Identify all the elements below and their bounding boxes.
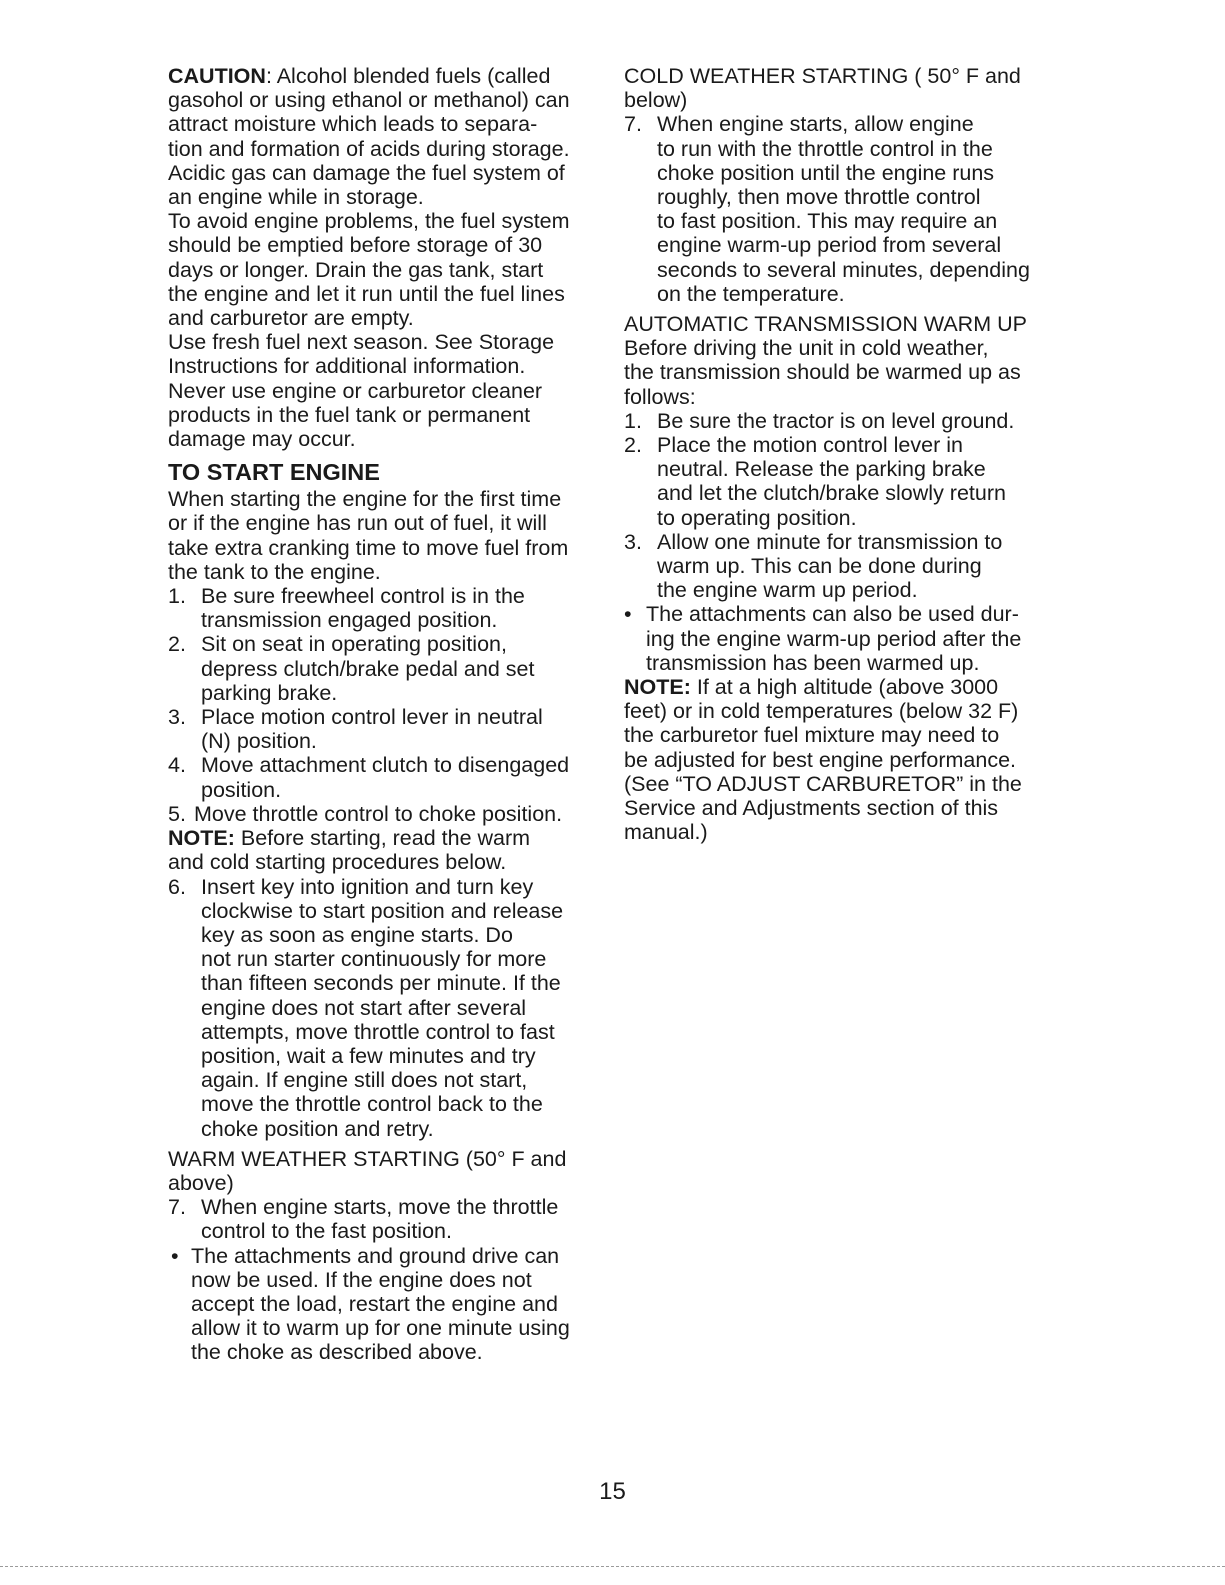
caution-line: Acidic gas can damage the fuel system of bbox=[168, 160, 565, 185]
subheading-line: AUTOMATIC TRANSMISSION WARM UP bbox=[624, 312, 1027, 337]
caution-line: should be emptied before storage of 30 bbox=[168, 233, 543, 258]
caution-line: attract moisture which leads to separa- bbox=[168, 112, 538, 137]
step-line: neutral. Release the parking brake bbox=[657, 457, 986, 482]
bullet: • bbox=[624, 602, 632, 627]
bullet-line: transmission has been warmed up. bbox=[646, 650, 980, 675]
list-item bbox=[168, 802, 600, 826]
left-column bbox=[168, 64, 600, 1365]
step-line: transmission engaged position. bbox=[201, 608, 498, 633]
step-line: Place motion control lever in neutral bbox=[201, 705, 543, 730]
step-line: Sit on seat in operating position, bbox=[201, 632, 507, 657]
step-number: 3. bbox=[168, 705, 186, 730]
intro-line: take extra cranking time to move fuel from bbox=[168, 535, 569, 560]
list-item bbox=[168, 753, 600, 801]
caution-line: the engine and let it run until the fuel lines bbox=[168, 281, 565, 306]
caution-line: an engine while in storage. bbox=[168, 185, 424, 210]
step-number: 2. bbox=[168, 632, 186, 657]
list-item bbox=[168, 632, 600, 705]
bullet: • bbox=[171, 1243, 179, 1268]
intro-line: the tank to the engine. bbox=[168, 559, 381, 584]
intro-line: or if the engine has run out of fuel, it will bbox=[168, 511, 547, 536]
caution-line: Instructions for additional information. bbox=[168, 354, 526, 379]
intro-line: the transmission should be warmed up as bbox=[624, 360, 1021, 385]
step-number: 1. bbox=[168, 584, 186, 609]
note-line: (See “TO ADJUST CARBURETOR” in the bbox=[624, 771, 1022, 796]
bullet-line: accept the load, restart the engine and bbox=[191, 1291, 558, 1316]
intro-line: follows: bbox=[624, 384, 696, 409]
intro-line: Before driving the unit in cold weather, bbox=[624, 336, 989, 361]
step-line: to fast position. This may require an bbox=[657, 209, 998, 234]
note-label: NOTE: bbox=[168, 826, 235, 851]
caution-line: Use fresh fuel next season. See Storage bbox=[168, 330, 555, 355]
page-number: 15 bbox=[599, 1478, 626, 1505]
step-line: control to the fast position. bbox=[201, 1219, 452, 1244]
intro-line: When starting the engine for the first time bbox=[168, 487, 562, 512]
bullet-line: ing the engine warm-up period after the bbox=[646, 626, 1022, 651]
step-line: engine does not start after several bbox=[201, 995, 527, 1020]
list-item bbox=[624, 530, 1054, 603]
step-line: When engine starts, move the throttle bbox=[201, 1195, 559, 1220]
note-line: NOTE: Before starting, read the warm bbox=[168, 826, 531, 851]
step-line: clockwise to start position and release bbox=[201, 898, 564, 923]
step-line: position. bbox=[201, 777, 282, 802]
step-line: depress clutch/brake pedal and set bbox=[201, 656, 535, 681]
bullet-line: The attachments can also be used dur- bbox=[646, 602, 1019, 627]
bullet-line: now be used. If the engine does not bbox=[191, 1267, 532, 1292]
step-line: Move attachment clutch to disengaged bbox=[201, 753, 570, 778]
list-item bbox=[624, 112, 1054, 306]
step-line: on the temperature. bbox=[657, 281, 845, 306]
caution-line: days or longer. Drain the gas tank, start bbox=[168, 257, 544, 282]
step-line: Be sure freewheel control is in the bbox=[201, 584, 525, 609]
list-item bbox=[624, 409, 1054, 433]
step-line: engine warm-up period from several bbox=[657, 233, 1002, 258]
step-line: again. If engine still does not start, bbox=[201, 1068, 528, 1093]
step-number: 5. bbox=[168, 801, 186, 826]
step-line: Place the motion control lever in bbox=[657, 433, 963, 458]
bullet-line: allow it to warm up for one minute using bbox=[191, 1316, 570, 1341]
bullet-line: The attachments and ground drive can bbox=[191, 1243, 560, 1268]
caution-label: CAUTION bbox=[168, 64, 266, 88]
list-item bbox=[168, 1195, 600, 1243]
right-column bbox=[624, 64, 1054, 845]
step-line: roughly, then move throttle control bbox=[657, 185, 981, 210]
step-line: (N) position. bbox=[201, 729, 317, 754]
step-line: the engine warm up period. bbox=[657, 578, 918, 603]
bottom-rule bbox=[0, 1566, 1225, 1567]
caution-line: damage may occur. bbox=[168, 427, 356, 452]
list-item bbox=[168, 584, 600, 632]
step-line: seconds to several minutes, depending bbox=[657, 257, 1030, 282]
subheading-line: above) bbox=[168, 1170, 234, 1195]
step-line: position, wait a few minutes and try bbox=[201, 1043, 536, 1068]
step-number: 6. bbox=[168, 874, 186, 899]
step-line: to run with the throttle control in the bbox=[657, 136, 993, 161]
subheading-line: COLD WEATHER STARTING ( 50° F and bbox=[624, 64, 1021, 88]
note-line: be adjusted for best engine performance. bbox=[624, 747, 1017, 772]
step-line: choke position until the engine runs bbox=[657, 160, 995, 185]
step-number: 2. bbox=[624, 433, 642, 458]
step-line: When engine starts, allow engine bbox=[657, 112, 974, 137]
note-line: and cold starting procedures below. bbox=[168, 850, 507, 875]
caution-line: CAUTION: Alcohol blended fuels (called bbox=[168, 64, 551, 88]
list-item bbox=[168, 705, 600, 753]
note-line: the carburetor fuel mixture may need to bbox=[624, 723, 1000, 748]
step-line: than fifteen seconds per minute. If the bbox=[201, 971, 561, 996]
step-line: move the throttle control back to the bbox=[201, 1092, 543, 1117]
step-line: not run starter continuously for more bbox=[201, 947, 547, 972]
step-line: choke position and retry. bbox=[201, 1116, 434, 1141]
caution-line: and carburetor are empty. bbox=[168, 306, 414, 331]
step-line: key as soon as engine starts. Do bbox=[201, 922, 513, 947]
subheading-line: below) bbox=[624, 88, 688, 113]
section-heading: TO START ENGINE bbox=[168, 459, 380, 486]
note-line: feet) or in cold temperatures (below 32 F) bbox=[624, 699, 1019, 724]
step-line: attempts, move throttle control to fast bbox=[201, 1019, 555, 1044]
note-line: manual.) bbox=[624, 820, 708, 845]
step-number: 7. bbox=[624, 112, 642, 137]
bullet-line: the choke as described above. bbox=[191, 1340, 483, 1365]
step-number: 3. bbox=[624, 529, 642, 554]
step-line: Insert key into ignition and turn key bbox=[201, 874, 534, 899]
caution-line: To avoid engine problems, the fuel system bbox=[168, 209, 570, 234]
list-item bbox=[168, 875, 600, 1141]
step-number: 1. bbox=[624, 408, 642, 433]
caution-line: products in the fuel tank or permanent bbox=[168, 402, 531, 427]
note-line: NOTE: If at a high altitude (above 3000 bbox=[624, 675, 999, 700]
list-item bbox=[624, 433, 1054, 530]
step-line: to operating position. bbox=[657, 505, 857, 530]
step-line: Move throttle control to choke position. bbox=[194, 801, 563, 826]
step-number: 7. bbox=[168, 1195, 186, 1220]
step-line: Allow one minute for transmission to bbox=[657, 529, 1003, 554]
caution-line: Never use engine or carburetor cleaner bbox=[168, 378, 543, 403]
step-line: warm up. This can be done during bbox=[657, 554, 982, 579]
step-number: 4. bbox=[168, 753, 186, 778]
list-item bbox=[168, 1244, 600, 1365]
step-line: parking brake. bbox=[201, 680, 338, 705]
list-item bbox=[624, 602, 1054, 675]
step-line: and let the clutch/brake slowly return bbox=[657, 481, 1006, 506]
note-label: NOTE: bbox=[624, 675, 691, 700]
note-line: Service and Adjustments section of this bbox=[624, 796, 999, 821]
subheading-line: WARM WEATHER STARTING (50° F and bbox=[168, 1146, 567, 1171]
step-line: Be sure the tractor is on level ground. bbox=[657, 408, 1015, 433]
caution-line: tion and formation of acids during storage. bbox=[168, 136, 570, 161]
caution-line: gasohol or using ethanol or methanol) can bbox=[168, 88, 570, 113]
